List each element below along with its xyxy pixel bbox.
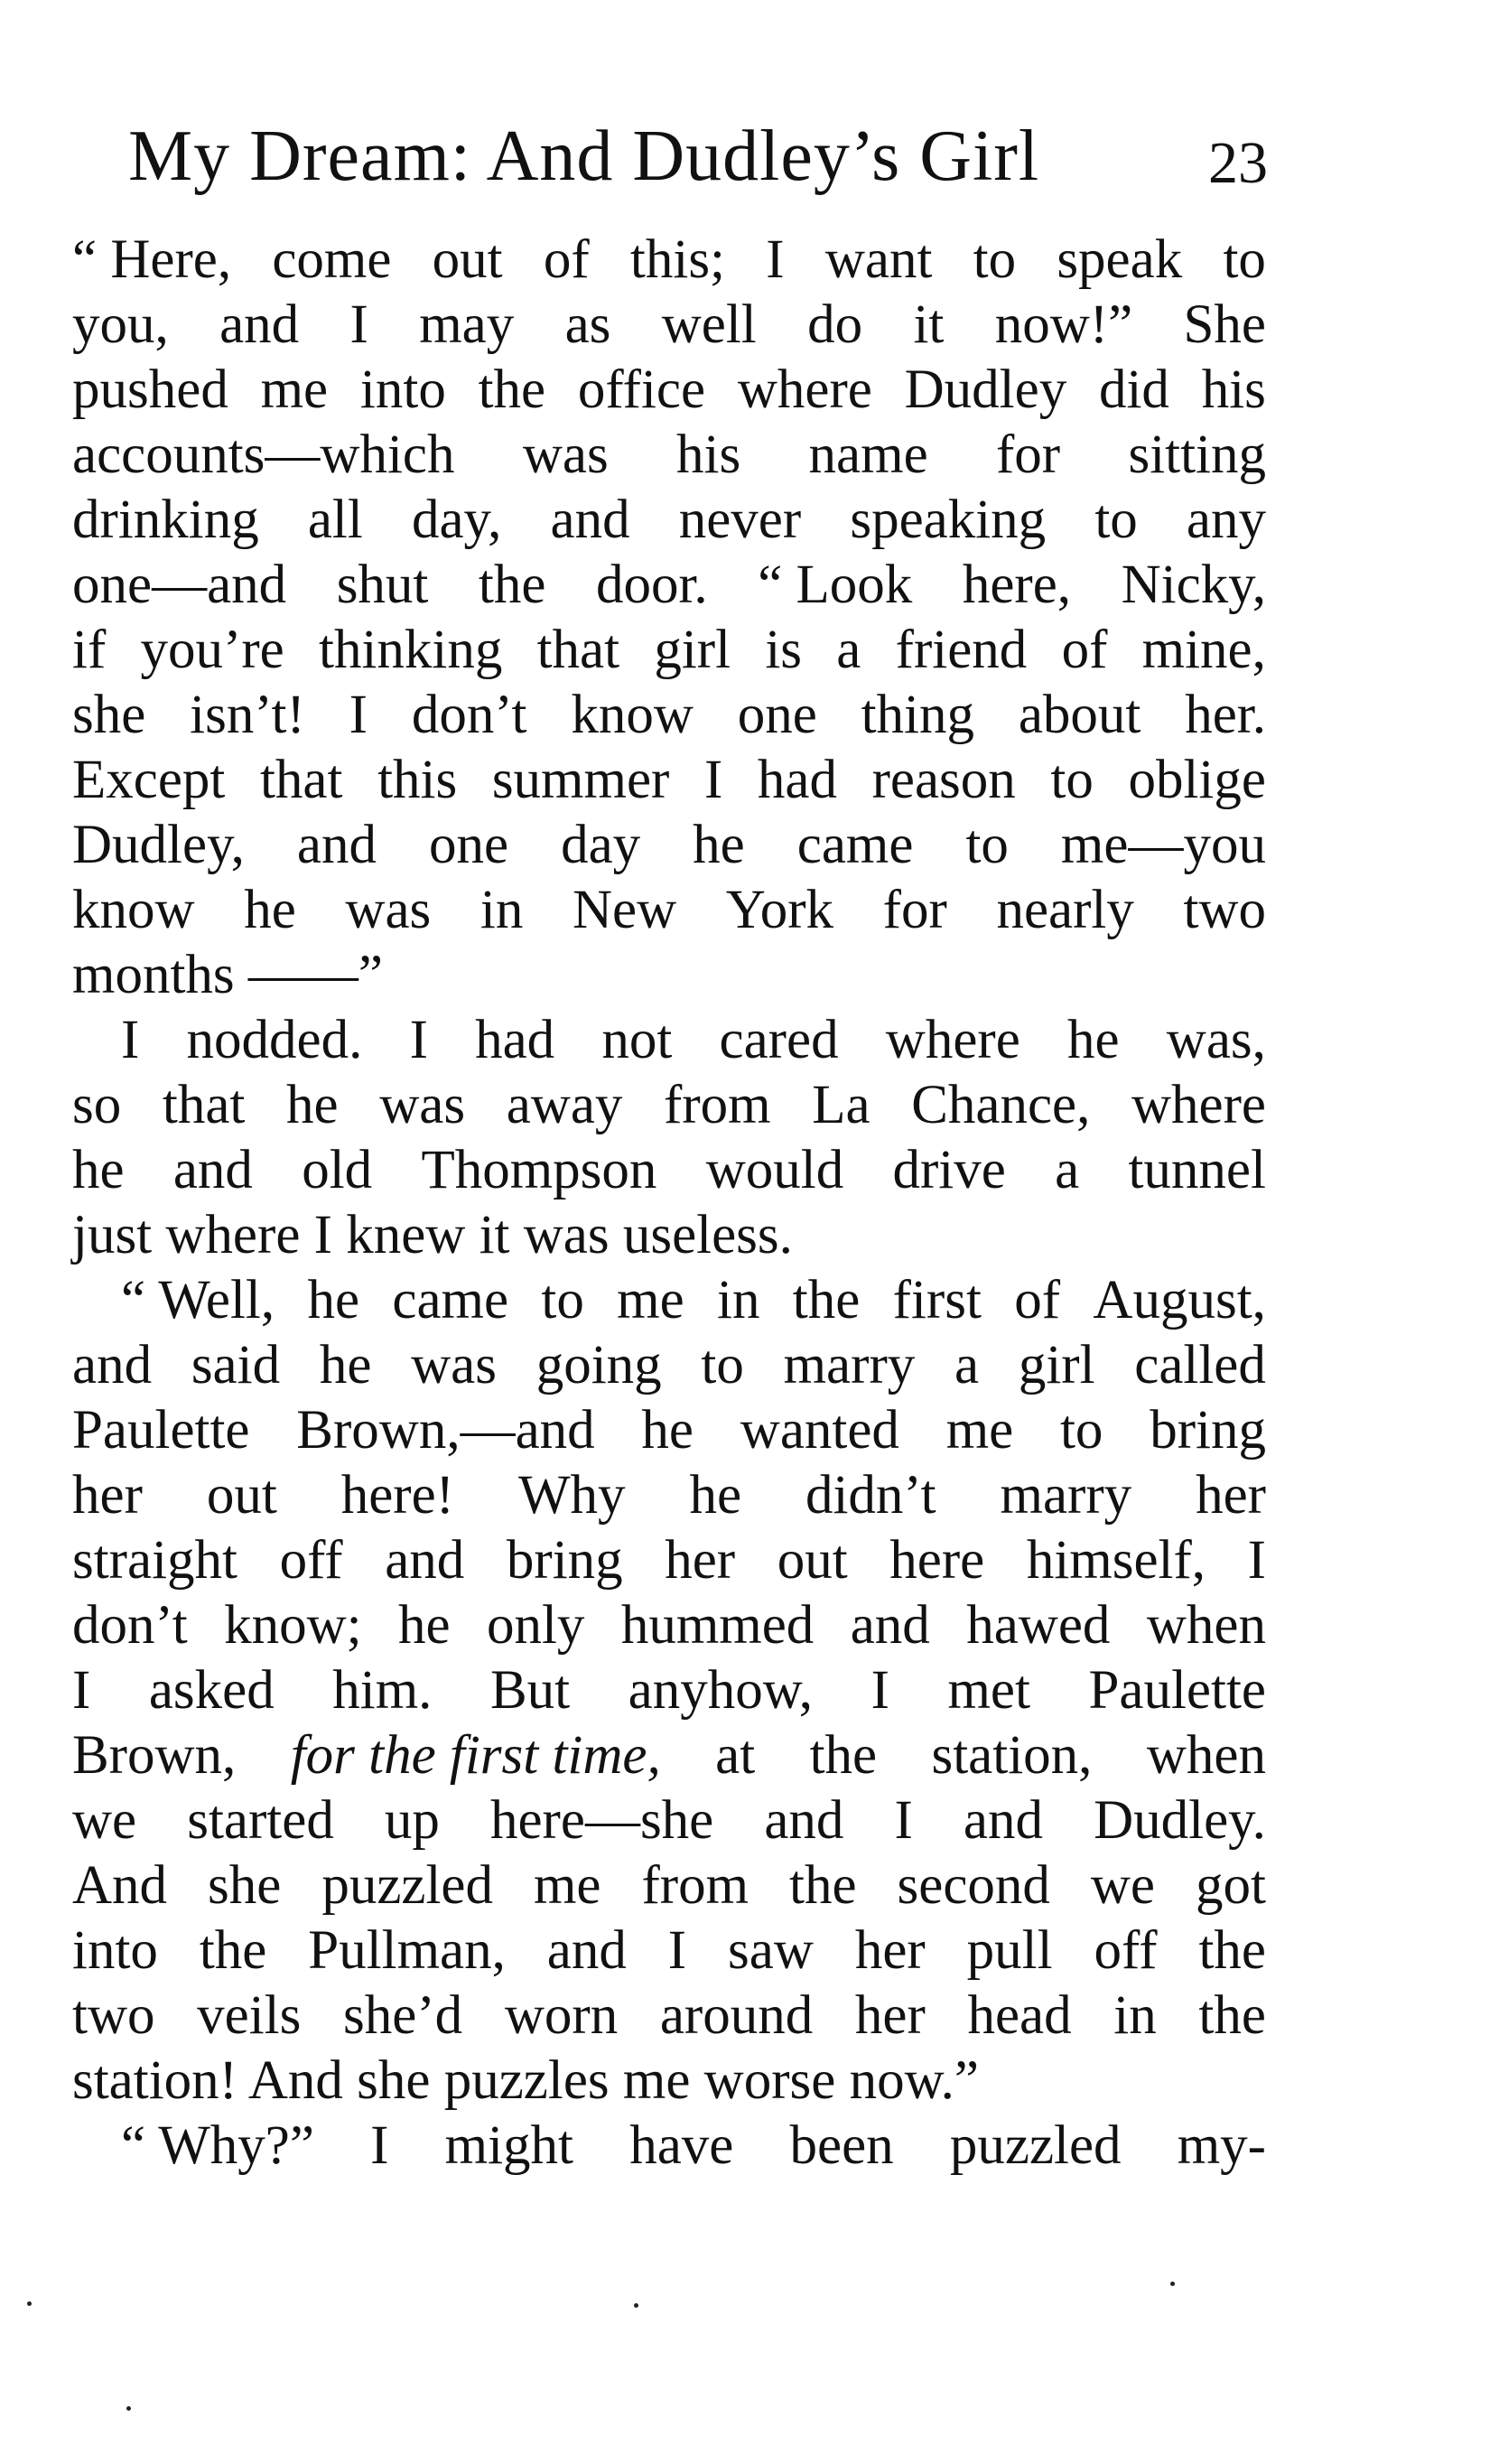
word: pushed — [72, 359, 228, 420]
word: I — [349, 685, 368, 745]
word: where — [737, 359, 872, 420]
word: I — [766, 229, 785, 290]
word: I — [349, 294, 368, 355]
word: summer — [491, 750, 670, 810]
print-speck — [634, 2303, 638, 2308]
word: got — [1195, 1855, 1266, 1916]
body-text — [72, 228, 1266, 2179]
word: come — [272, 229, 392, 290]
word: bring — [1150, 1400, 1266, 1461]
word: her — [665, 1530, 736, 1591]
word: office — [577, 359, 706, 420]
word: was — [411, 1335, 497, 1395]
word: he — [1067, 1010, 1120, 1070]
word: know; — [224, 1595, 362, 1656]
word: he — [693, 815, 745, 875]
word: his — [676, 425, 741, 485]
text-line — [72, 878, 1266, 943]
text-line — [72, 1138, 1266, 1203]
word: “ Well, — [121, 1270, 275, 1330]
word: had — [757, 750, 837, 810]
text-line — [72, 1853, 1266, 1918]
word: girl — [1018, 1335, 1095, 1395]
word: where — [885, 1010, 1020, 1070]
word: wanted — [740, 1400, 899, 1461]
word: sitting — [1128, 425, 1266, 485]
word: speak — [1057, 229, 1183, 290]
word: a — [954, 1335, 980, 1395]
word: Why — [517, 1465, 626, 1526]
word: out — [777, 1530, 848, 1591]
word: and — [219, 294, 300, 355]
word: mine, — [1141, 620, 1266, 680]
word: when — [1146, 1595, 1266, 1656]
word: was — [345, 880, 432, 940]
word: August, — [1093, 1270, 1266, 1330]
word: at — [715, 1725, 756, 1786]
word: just where I knew it was useless. — [72, 1205, 793, 1265]
word: second — [897, 1855, 1050, 1916]
word: never — [678, 490, 802, 550]
word: I — [1247, 1530, 1266, 1591]
word: first — [892, 1270, 982, 1330]
text-line — [72, 1398, 1266, 1463]
word: drive — [892, 1140, 1006, 1200]
word: himself, — [1026, 1530, 1206, 1591]
word: Except — [72, 750, 226, 810]
word: if — [72, 620, 107, 680]
word: thing — [861, 685, 975, 745]
word: veils — [197, 1985, 302, 2046]
word: as — [564, 294, 611, 355]
word: out — [206, 1465, 277, 1526]
word: was — [522, 425, 609, 485]
word: of — [1014, 1270, 1061, 1330]
word: station! And she puzzles me worse now.” — [72, 2050, 979, 2111]
word: going — [535, 1335, 662, 1395]
word: for — [882, 880, 947, 940]
text-line — [72, 2114, 1266, 2179]
word: friend — [895, 620, 1028, 680]
word: one — [428, 815, 509, 875]
word: he — [319, 1335, 372, 1395]
word: I — [871, 1660, 889, 1721]
word: was — [379, 1075, 466, 1135]
word: was, — [1166, 1010, 1266, 1070]
word: hawed — [966, 1595, 1111, 1656]
word: of — [543, 229, 590, 290]
word: I — [72, 1660, 91, 1721]
text-line — [72, 1788, 1266, 1853]
text-line — [72, 1983, 1266, 2049]
word: this; — [629, 229, 726, 290]
word: months ——” — [72, 945, 383, 1005]
word: know — [571, 685, 694, 745]
text-line — [72, 423, 1266, 488]
word: But — [489, 1660, 571, 1721]
word: out — [432, 229, 503, 290]
word: now!” — [994, 294, 1133, 355]
text-line — [72, 228, 1266, 293]
word: one — [737, 685, 817, 745]
word: a — [836, 620, 861, 680]
word: I — [703, 750, 723, 810]
word: for the first time, — [290, 1725, 661, 1786]
word: two — [1183, 880, 1266, 940]
word: here — [889, 1530, 985, 1591]
word: Brown,—and — [296, 1400, 595, 1461]
word: me — [945, 1400, 1014, 1461]
word: her. — [1185, 685, 1266, 745]
word: anyhow, — [628, 1660, 814, 1721]
word: you’re — [140, 620, 284, 680]
word: Thompson — [421, 1140, 657, 1200]
word: know — [72, 880, 195, 940]
word: around — [659, 1985, 814, 2046]
word: here, — [962, 555, 1072, 615]
word: any — [1186, 490, 1266, 550]
word: drinking — [72, 490, 259, 550]
text-line — [72, 1008, 1266, 1073]
word: York — [725, 880, 834, 940]
word: the — [809, 1725, 878, 1786]
word: to — [541, 1270, 584, 1330]
word: not — [601, 1010, 673, 1070]
word: tunnel — [1128, 1140, 1266, 1200]
print-speck — [27, 2301, 32, 2306]
word: a — [1055, 1140, 1080, 1200]
text-line — [72, 358, 1266, 423]
word: isn’t! — [190, 685, 305, 745]
text-line — [72, 1268, 1266, 1333]
word: Dudley, — [72, 815, 245, 875]
word: only — [486, 1595, 585, 1656]
word: he — [689, 1465, 742, 1526]
word: called — [1134, 1335, 1266, 1395]
word: off — [1094, 1920, 1158, 1981]
word: the — [789, 1855, 857, 1916]
word: we — [72, 1790, 137, 1851]
word: don’t — [72, 1595, 188, 1656]
word: for — [995, 425, 1061, 485]
text-line — [72, 1918, 1266, 1983]
word: she — [72, 685, 146, 745]
word: nodded. — [186, 1010, 363, 1070]
word: pull — [966, 1920, 1053, 1981]
text-line — [72, 748, 1266, 813]
word: want — [824, 229, 933, 290]
word: me — [617, 1270, 684, 1330]
word: and — [850, 1595, 930, 1656]
word: worn — [504, 1985, 619, 2046]
word: day, — [411, 490, 502, 550]
word: this — [377, 750, 458, 810]
word: to — [1094, 490, 1138, 550]
word: when — [1146, 1725, 1266, 1786]
text-line — [72, 1658, 1266, 1723]
word: she — [208, 1855, 282, 1916]
word: here—she — [489, 1790, 714, 1851]
word: name — [808, 425, 928, 485]
word: old — [302, 1140, 373, 1200]
word: me — [533, 1855, 601, 1916]
word: thinking — [319, 620, 503, 680]
word: he — [72, 1140, 125, 1200]
word: him. — [332, 1660, 433, 1721]
word: have — [629, 2115, 734, 2176]
page-number: 23 — [1208, 130, 1268, 196]
word: is — [765, 620, 803, 680]
text-line — [72, 618, 1266, 683]
word: straight — [72, 1530, 237, 1591]
word: in — [717, 1270, 760, 1330]
word: to — [1223, 229, 1266, 290]
word: puzzled — [321, 1855, 493, 1916]
word: to — [973, 229, 1017, 290]
text-line — [72, 553, 1266, 618]
word: her — [72, 1465, 143, 1526]
word: his — [1201, 359, 1266, 420]
word: away — [506, 1075, 623, 1135]
word: he — [285, 1075, 339, 1135]
word: I — [370, 2115, 389, 2176]
word: girl — [654, 620, 731, 680]
word: Nicky, — [1121, 555, 1266, 615]
text-line — [72, 2049, 1266, 2114]
word: been — [789, 2115, 894, 2176]
word: it — [913, 294, 945, 355]
word: Dudley — [904, 359, 1067, 420]
word: her — [854, 1985, 926, 2046]
word: the — [478, 555, 546, 615]
text-line — [72, 1593, 1266, 1658]
text-line — [72, 1723, 1266, 1788]
word: I — [667, 1920, 687, 1981]
word: we — [1090, 1855, 1156, 1916]
word: I — [894, 1790, 913, 1851]
word: did — [1098, 359, 1169, 420]
word: Paulette — [1088, 1660, 1266, 1721]
word: head — [967, 1985, 1072, 2046]
word: he — [641, 1400, 694, 1461]
word: that — [536, 620, 620, 680]
word: nearly — [996, 880, 1134, 940]
word: he — [244, 880, 296, 940]
word: me — [260, 359, 329, 420]
text-line — [72, 943, 1266, 1008]
running-title: My Dream: And Dudley’s Girl — [128, 117, 1040, 196]
word: Chance, — [911, 1075, 1091, 1135]
word: in — [479, 880, 524, 940]
word: so — [72, 1075, 122, 1135]
word: from — [641, 1855, 750, 1916]
word: that — [162, 1075, 246, 1135]
word: “ Why?” — [121, 2115, 314, 2176]
word: one—and — [72, 555, 287, 615]
word: Brown, — [72, 1725, 237, 1786]
word: to — [1059, 1400, 1103, 1461]
text-line — [72, 683, 1266, 748]
word: oblige — [1128, 750, 1266, 810]
word: to — [701, 1335, 744, 1395]
word: day — [561, 815, 641, 875]
word: might — [444, 2115, 573, 2176]
word: the — [792, 1270, 861, 1330]
word: my- — [1177, 2115, 1266, 2176]
text-line — [72, 293, 1266, 358]
word: he — [397, 1595, 451, 1656]
word: all — [307, 490, 363, 550]
word: saw — [728, 1920, 814, 1981]
word: “ Look — [758, 555, 913, 615]
word: of — [1061, 620, 1108, 680]
word: Pullman, — [308, 1920, 506, 1981]
word: in — [1113, 1985, 1157, 2046]
word: accounts—which — [72, 425, 455, 485]
word: where — [1131, 1075, 1266, 1135]
word: that — [259, 750, 343, 810]
print-speck — [1170, 2282, 1175, 2286]
print-speck — [126, 2406, 131, 2411]
word: her — [1196, 1465, 1266, 1526]
word: And — [72, 1855, 168, 1916]
word: bring — [506, 1530, 623, 1591]
word: into — [72, 1920, 158, 1981]
word: marry — [1000, 1465, 1132, 1526]
text-line — [72, 1333, 1266, 1398]
word: to — [1050, 750, 1094, 810]
word: about — [1018, 685, 1141, 745]
word: didn’t — [805, 1465, 936, 1526]
word: she’d — [343, 1985, 463, 2046]
word: New — [572, 880, 677, 940]
word: from — [664, 1075, 771, 1135]
word: marry — [783, 1335, 916, 1395]
word: and — [550, 490, 630, 550]
word: speaking — [850, 490, 1047, 550]
word: asked — [148, 1660, 275, 1721]
word: station, — [931, 1725, 1093, 1786]
text-line — [72, 1463, 1266, 1528]
word: do — [807, 294, 863, 355]
word: puzzled — [949, 2115, 1122, 2176]
word: cared — [719, 1010, 839, 1070]
word: two — [72, 1985, 155, 2046]
word: and — [764, 1790, 844, 1851]
text-line — [72, 1528, 1266, 1593]
word: to — [965, 815, 1009, 875]
word: the — [478, 359, 546, 420]
word: here! — [340, 1465, 454, 1526]
word: and — [963, 1790, 1043, 1851]
word: and — [385, 1530, 465, 1591]
word: he — [307, 1270, 360, 1330]
running-head — [128, 107, 1268, 206]
word: came — [796, 815, 914, 875]
word: Paulette — [72, 1400, 250, 1461]
text-line — [72, 488, 1266, 553]
word: off — [279, 1530, 343, 1591]
word: up — [384, 1790, 440, 1851]
text-line — [72, 1073, 1266, 1138]
word: into — [359, 359, 446, 420]
word: She — [1183, 294, 1266, 355]
word: you, — [72, 294, 169, 355]
word: Dudley. — [1094, 1790, 1266, 1851]
word: came — [392, 1270, 509, 1330]
word: I — [121, 1010, 140, 1070]
word: her — [854, 1920, 926, 1981]
word: reason — [871, 750, 1016, 810]
word: and — [72, 1335, 153, 1395]
word: “ Here, — [72, 229, 232, 290]
word: and — [546, 1920, 627, 1981]
word: the — [1198, 1985, 1266, 2046]
word: I — [409, 1010, 428, 1070]
word: well — [661, 294, 757, 355]
word: may — [419, 294, 515, 355]
word: don’t — [411, 685, 527, 745]
word: met — [947, 1660, 1030, 1721]
word: the — [1198, 1920, 1266, 1981]
word: hummed — [620, 1595, 815, 1656]
word: and — [172, 1140, 253, 1200]
word: said — [191, 1335, 281, 1395]
word: and — [296, 815, 377, 875]
text-line — [72, 813, 1266, 878]
word: the — [199, 1920, 267, 1981]
word: shut — [336, 555, 429, 615]
word: would — [705, 1140, 844, 1200]
word: me—you — [1060, 815, 1266, 875]
word: started — [187, 1790, 334, 1851]
word: had — [475, 1010, 555, 1070]
word: door. — [595, 555, 708, 615]
word: La — [812, 1075, 871, 1135]
text-line — [72, 1203, 1266, 1268]
